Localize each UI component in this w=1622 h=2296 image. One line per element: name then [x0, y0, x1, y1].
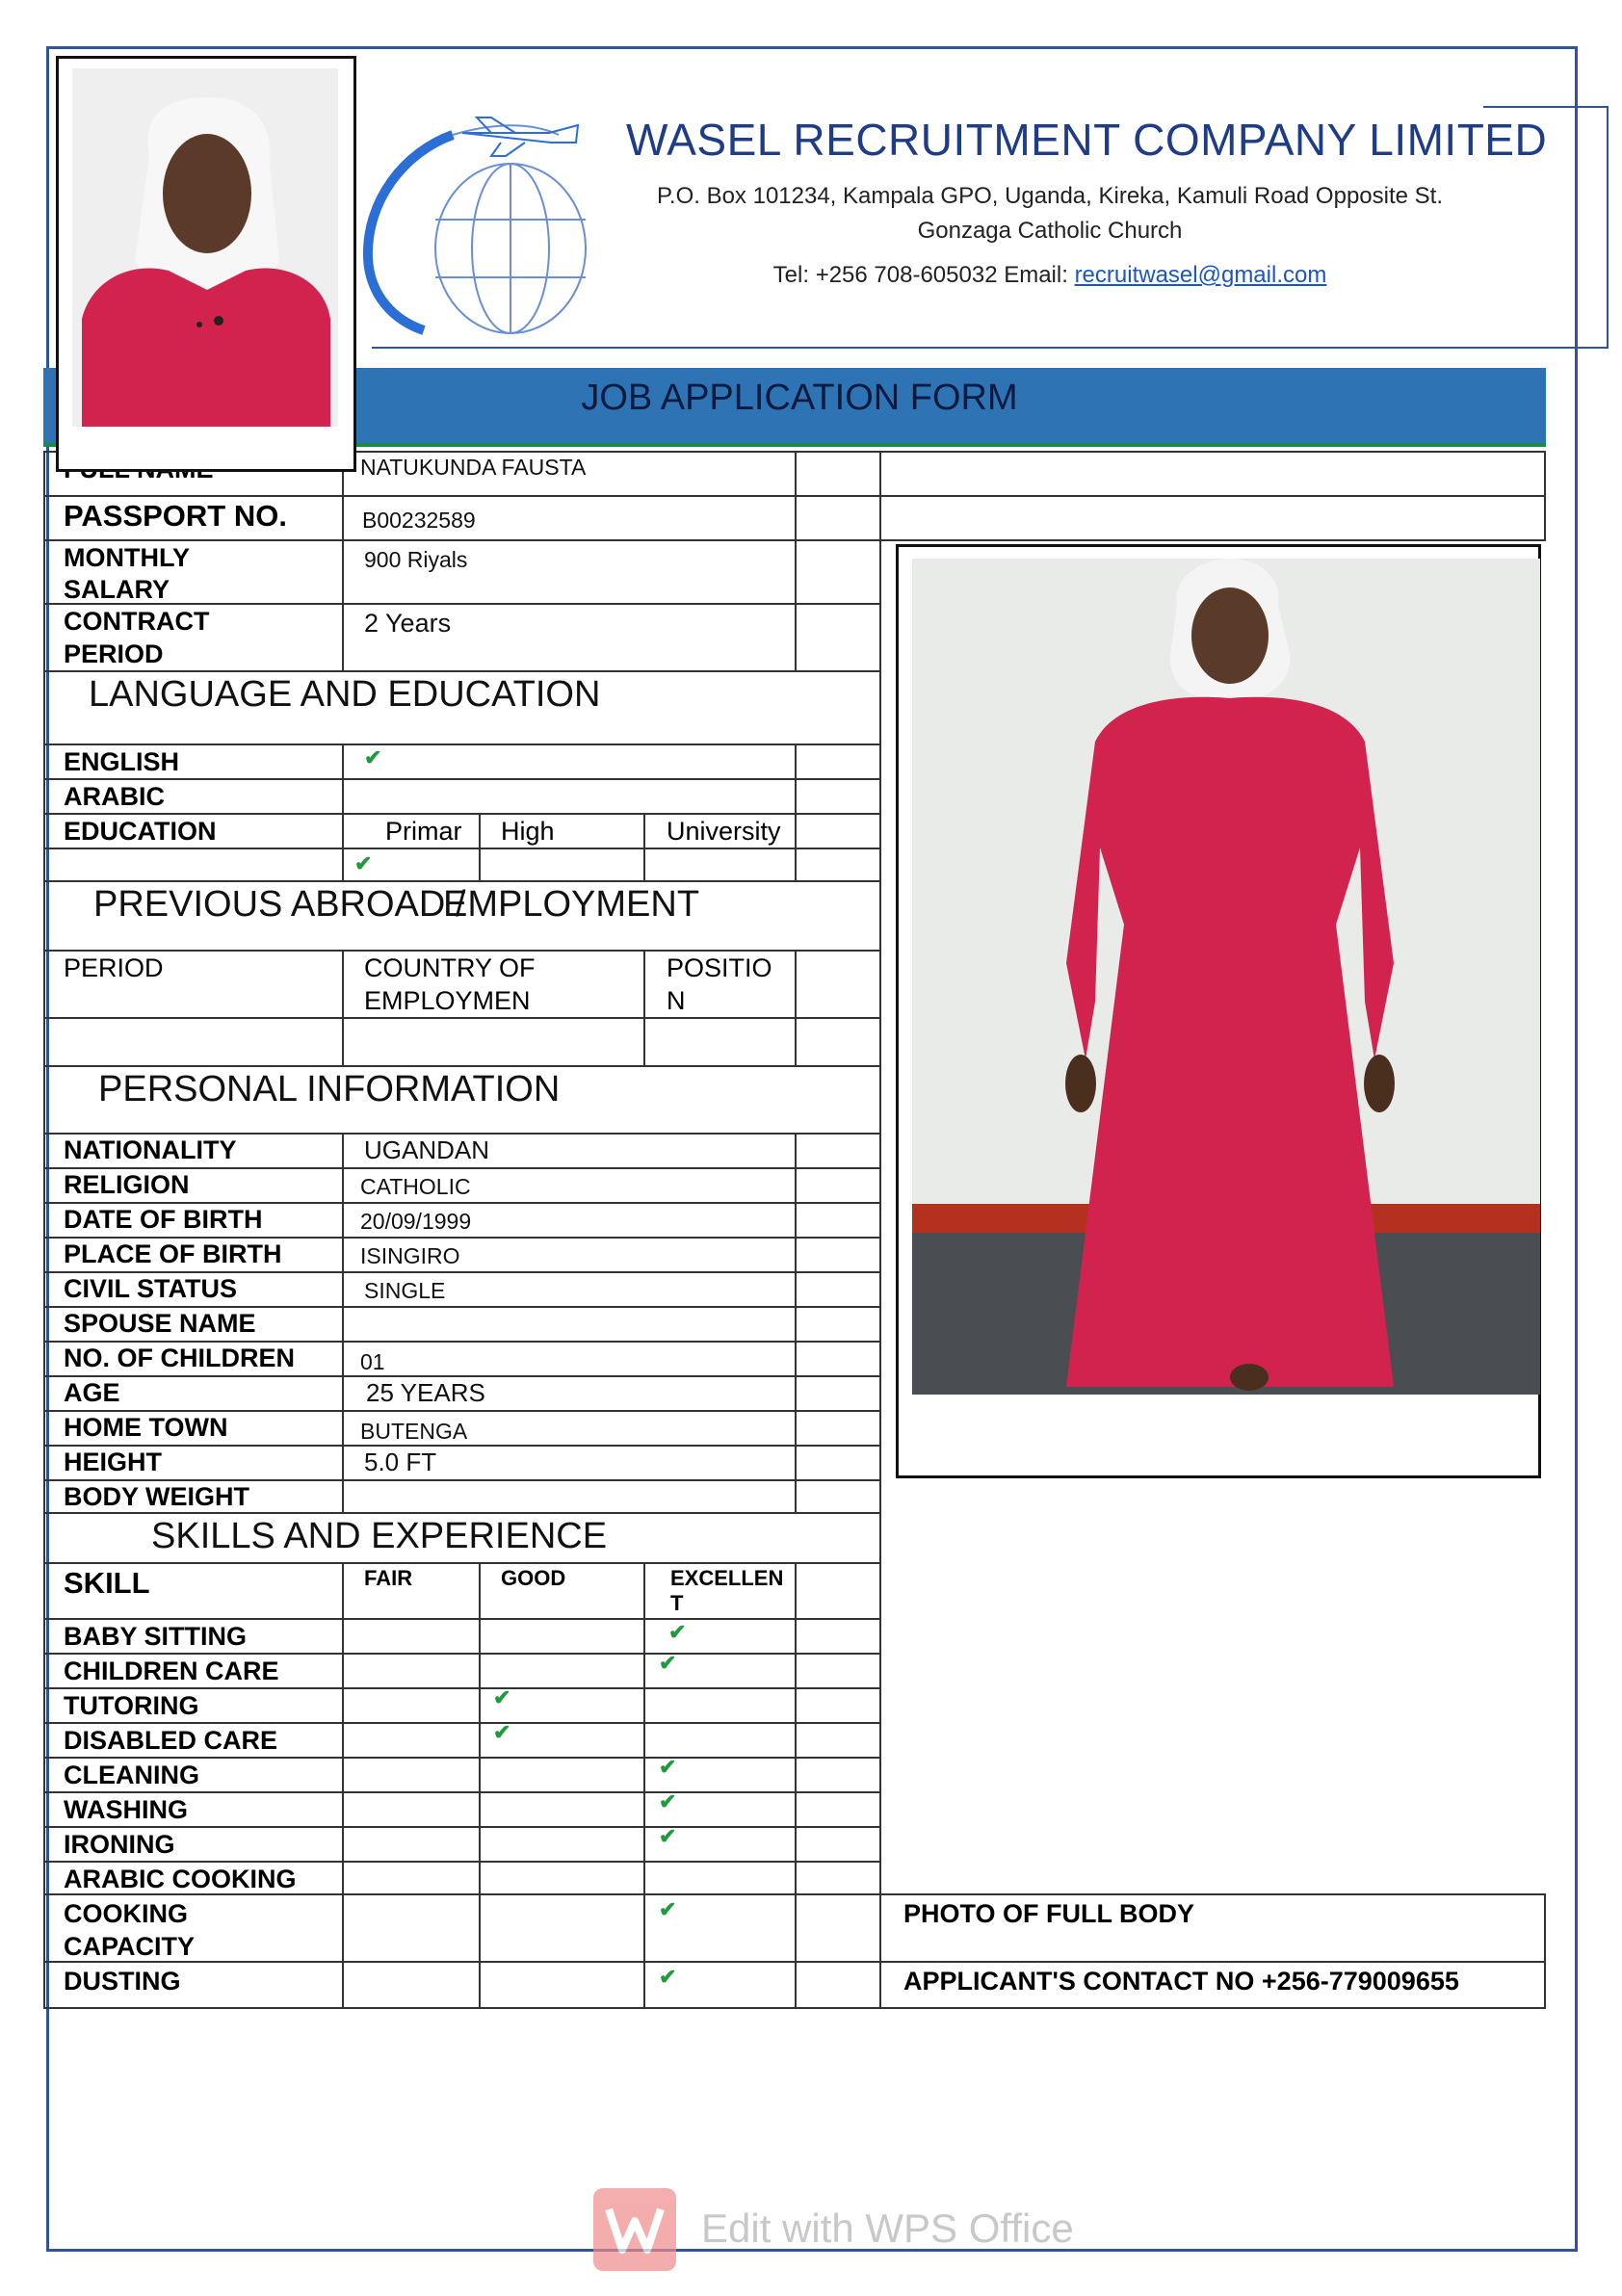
check-icon: ✔ — [659, 1651, 677, 1675]
watermark-text: Edit with WPS Office — [701, 2205, 1074, 2251]
dob-label: DATE OF BIRTH — [64, 1205, 263, 1234]
grid-line — [43, 880, 881, 882]
grid-line — [342, 950, 344, 1065]
civil-status-value: SINGLE — [364, 1278, 446, 1303]
good-header: GOOD — [501, 1566, 566, 1590]
skill-cleaning: CLEANING — [64, 1761, 199, 1789]
home-town-label: HOME TOWN — [64, 1413, 228, 1442]
pob-value: ISINGIRO — [360, 1243, 460, 1268]
skills-section-title: SKILLS AND EXPERIENCE — [151, 1516, 608, 1556]
company-name: WASEL RECRUITMENT COMPANY LIMITED — [626, 115, 1548, 165]
children-label: NO. OF CHILDREN — [64, 1344, 295, 1372]
check-icon: ✔ — [354, 851, 373, 875]
grid-line — [43, 1306, 881, 1308]
age-label: AGE — [64, 1378, 120, 1407]
form-title: JOB APPLICATION FORM — [581, 378, 1018, 418]
edu-primary-label: Primar — [385, 817, 462, 846]
grid-line — [879, 451, 881, 2009]
skill-tutoring: TUTORING — [64, 1691, 199, 1720]
skill-dusting: DUSTING — [64, 1967, 181, 1996]
grid-line — [43, 1653, 881, 1655]
nationality-label: NATIONALITY — [64, 1135, 237, 1164]
check-icon: ✔ — [659, 1965, 677, 1989]
company-logo-icon — [347, 114, 597, 335]
grid-line — [43, 1722, 881, 1724]
grid-line — [43, 1757, 881, 1759]
excellent-header-1: EXCELLEN — [670, 1566, 784, 1590]
grid-line — [43, 1562, 881, 1564]
grid-line — [43, 950, 881, 952]
fair-header: FAIR — [364, 1566, 413, 1590]
grid-line — [43, 1826, 881, 1828]
full-body-photo-frame — [896, 544, 1541, 1478]
salary-label-1: MONTHLY — [64, 543, 191, 572]
passport-photo — [72, 68, 338, 427]
grid-line — [795, 1562, 797, 2009]
salary-value: 900 Riyals — [364, 547, 468, 572]
civil-status-label: CIVIL STATUS — [64, 1274, 238, 1303]
grid-line — [43, 1341, 881, 1343]
tel-label: Tel: +256 708-605032 Email: — [772, 262, 1075, 288]
salary-label-2: SALARY — [64, 575, 170, 604]
excellent-header-2: T — [670, 1591, 684, 1615]
check-icon: ✔ — [659, 1897, 677, 1921]
skill-ironing: IRONING — [64, 1830, 175, 1859]
grid-line — [1544, 1893, 1546, 2009]
grid-line — [43, 744, 881, 745]
grid-line — [479, 1562, 481, 2009]
contract-label-2: PERIOD — [64, 639, 164, 668]
language-section-title: LANGUAGE AND EDUCATION — [89, 674, 601, 715]
grid-line — [43, 1271, 881, 1273]
grid-line — [795, 950, 797, 1065]
check-icon: ✔ — [659, 1824, 677, 1848]
spouse-name-label: SPOUSE NAME — [64, 1309, 256, 1338]
height-value: 5.0 FT — [364, 1448, 437, 1476]
grid-line — [43, 1167, 881, 1169]
check-icon: ✔ — [668, 1620, 687, 1644]
grid-line — [342, 1562, 344, 2009]
body-weight-label: BODY WEIGHT — [64, 1482, 250, 1511]
grid-line — [43, 1133, 881, 1135]
check-icon: ✔ — [364, 745, 382, 770]
email-link[interactable]: recruitwasel@gmail.com — [1074, 262, 1327, 288]
grid-line — [43, 1065, 881, 1067]
period-label: PERIOD — [64, 953, 164, 982]
header-frame-top — [1483, 106, 1609, 108]
grid-line — [342, 451, 344, 672]
grid-line — [43, 848, 881, 849]
grid-line — [43, 1861, 881, 1863]
check-icon: ✔ — [493, 1685, 511, 1709]
religion-value: CATHOLIC — [360, 1174, 471, 1199]
grid-line — [43, 813, 881, 815]
grid-line — [43, 1687, 881, 1689]
pob-label: PLACE OF BIRTH — [64, 1239, 282, 1268]
age-value: 25 YEARS — [366, 1378, 485, 1407]
grid-line — [43, 1237, 881, 1239]
check-icon: ✔ — [659, 1789, 677, 1813]
grid-line — [43, 451, 45, 2009]
company-contact — [616, 262, 1483, 289]
contract-value: 2 Years — [364, 609, 452, 638]
country-label-1: COUNTRY OF — [364, 953, 536, 982]
passport-label: PASSPORT NO. — [64, 499, 287, 533]
address-line-2: Gonzaga Catholic Church — [917, 218, 1183, 244]
contact-label: APPLICANT'S CONTACT NO +256-779009655 — [903, 1967, 1459, 1996]
skill-baby-sitting: BABY SITTING — [64, 1622, 248, 1651]
skill-capacity: CAPACITY — [64, 1932, 196, 1961]
education-label: EDUCATION — [64, 817, 217, 846]
grid-line — [479, 813, 481, 882]
grid-line — [1544, 451, 1546, 541]
skill-washing: WASHING — [64, 1795, 189, 1824]
skill-cooking: COOKING — [64, 1899, 189, 1928]
grid-line — [43, 1479, 881, 1481]
grid-line — [643, 950, 645, 1065]
previous-section-title-a: PREVIOUS ABROAD / — [93, 884, 466, 925]
check-icon: ✔ — [493, 1720, 511, 1744]
grid-line — [342, 744, 344, 882]
full-body-label: PHOTO OF FULL BODY — [903, 1899, 1195, 1928]
skill-children-care: CHILDREN CARE — [64, 1657, 279, 1685]
children-value: 01 — [360, 1349, 385, 1374]
grid-line — [342, 1133, 344, 1512]
height-label: HEIGHT — [64, 1448, 163, 1476]
grid-line — [795, 1133, 797, 1512]
passport-value: B00232589 — [362, 508, 476, 533]
grid-line — [795, 451, 797, 672]
grid-line — [43, 1410, 881, 1412]
edu-high-label: High — [501, 817, 555, 846]
company-address — [616, 179, 1483, 248]
full-name-value: NATUKUNDA FAUSTA — [360, 455, 587, 480]
grid-line — [795, 744, 797, 882]
grid-line — [643, 813, 645, 882]
edu-university-label: University — [667, 817, 781, 846]
grid-line — [43, 1618, 881, 1620]
passport-photo-frame — [56, 56, 356, 472]
nationality-value: UGANDAN — [364, 1135, 490, 1164]
contract-label-1: CONTRACT — [64, 607, 210, 636]
dob-value: 20/09/1999 — [360, 1209, 472, 1234]
personal-section-title: PERSONAL INFORMATION — [98, 1069, 561, 1109]
grid-line — [643, 1562, 645, 2009]
religion-label: RELIGION — [64, 1170, 190, 1199]
grid-line — [43, 778, 881, 780]
skill-arabic-cooking: ARABIC COOKING — [64, 1865, 297, 1893]
grid-line — [43, 1017, 881, 1019]
home-town-value: BUTENGA — [360, 1419, 468, 1444]
grid-line — [43, 1512, 881, 1514]
previous-section-title-b: EMPLOYMENT — [443, 884, 700, 925]
grid-line — [43, 1791, 881, 1793]
wps-logo-icon — [593, 2188, 676, 2271]
grid-line — [43, 670, 881, 672]
position-label-2: N — [667, 986, 686, 1015]
skill-disabled-care: DISABLED CARE — [64, 1726, 278, 1755]
skill-header: SKILL — [64, 1566, 150, 1600]
country-label-2: EMPLOYMEN — [364, 986, 531, 1015]
address-line-1: P.O. Box 101234, Kampala GPO, Uganda, Kireka, Kamuli Road Opposite St. — [656, 183, 1443, 209]
arabic-label: ARABIC — [64, 782, 165, 811]
check-icon: ✔ — [659, 1755, 677, 1779]
grid-line — [43, 1202, 881, 1204]
english-label: ENGLISH — [64, 747, 180, 776]
grid-line — [43, 1375, 881, 1377]
grid-line — [43, 1445, 881, 1447]
full-body-photo — [912, 559, 1540, 1395]
position-label-1: POSITIO — [667, 953, 772, 982]
